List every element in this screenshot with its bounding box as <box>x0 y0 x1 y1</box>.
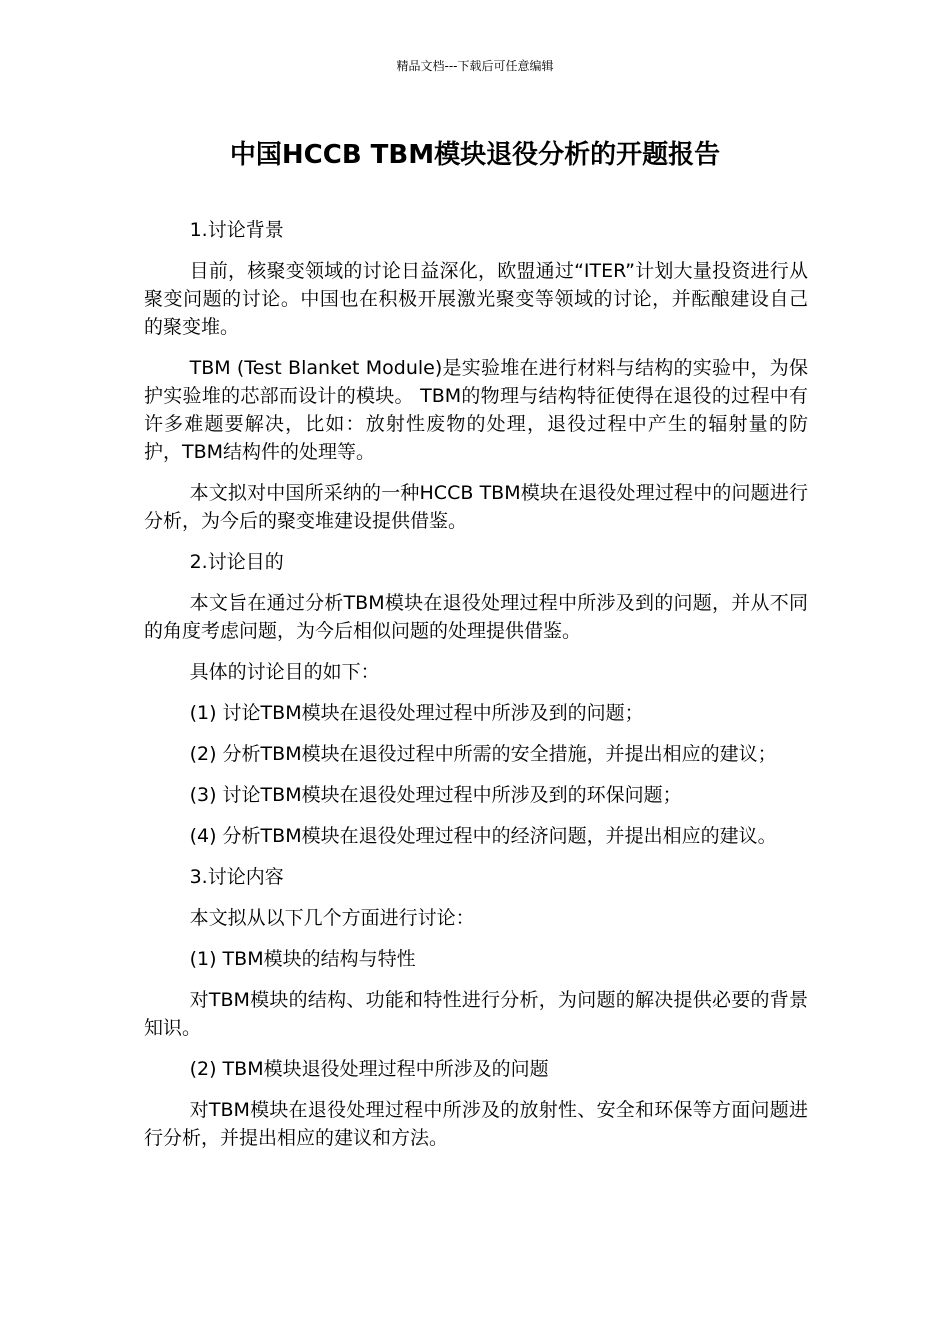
paragraph: 本文拟对中国所采纳的一种HCCB TBM模块在退役处理过程中的问题进行分析，为今后的聚变堆建设提供借鉴。 <box>144 482 808 532</box>
paragraph: 本文拟从以下几个方面进行讨论： <box>189 907 475 929</box>
paragraph: TBM (Test Blanket Module)是实验堆在进行材料与结构的实验中，为保护实验堆的芯部而设计的模块。 TBM的物理与结构特征使得在退役的过程中有许多难题要解决，比如：放射性废物的处理，退役过程中产生的辐射量的防护，TBM结构件的处理等。 <box>144 357 808 463</box>
list-item: (1) 讨论TBM模块在退役处理过程中所涉及到的问题； <box>189 702 644 724</box>
list-item: (4) 分析TBM模块在退役处理过程中的经济问题，并提出相应的建议。 <box>189 825 777 847</box>
paragraph: 对TBM模块在退役处理过程中所涉及的放射性、安全和环保等方面问题进行分析，并提出相应的建议和方法。 <box>144 1099 808 1149</box>
section-heading-content: 3.讨论内容 <box>189 866 284 888</box>
section-heading-background: 1.讨论背景 <box>189 219 284 241</box>
paragraph: 目前，核聚变领域的讨论日益深化，欧盟通过“ITER”计划大量投资进行从聚变问题的讨论。中国也在积极开展激光聚变等领域的讨论，并酝酿建设自己的聚变堆。 <box>144 260 808 338</box>
paragraph: 具体的讨论目的如下： <box>189 661 380 683</box>
document-title: 中国HCCB TBM模块退役分析的开题报告 <box>229 140 721 170</box>
section-heading-purpose: 2.讨论目的 <box>189 551 284 573</box>
list-item: (2) TBM模块退役处理过程中所涉及的问题 <box>189 1058 549 1080</box>
page-header: 精品文档---下载后可任意编辑 <box>396 59 554 73</box>
paragraph: 本文旨在通过分析TBM模块在退役处理过程中所涉及到的问题，并从不同的角度考虑问题，为今后相似问题的处理提供借鉴。 <box>144 592 808 642</box>
list-item: (2) 分析TBM模块在退役过程中所需的安全措施，并提出相应的建议； <box>189 743 777 765</box>
document-body <box>144 216 808 1165</box>
list-item: (1) TBM模块的结构与特性 <box>189 948 416 970</box>
paragraph: 对TBM模块的结构、功能和特性进行分析，为问题的解决提供必要的背景知识。 <box>144 989 808 1039</box>
list-item: (3) 讨论TBM模块在退役处理过程中所涉及到的环保问题； <box>189 784 682 806</box>
